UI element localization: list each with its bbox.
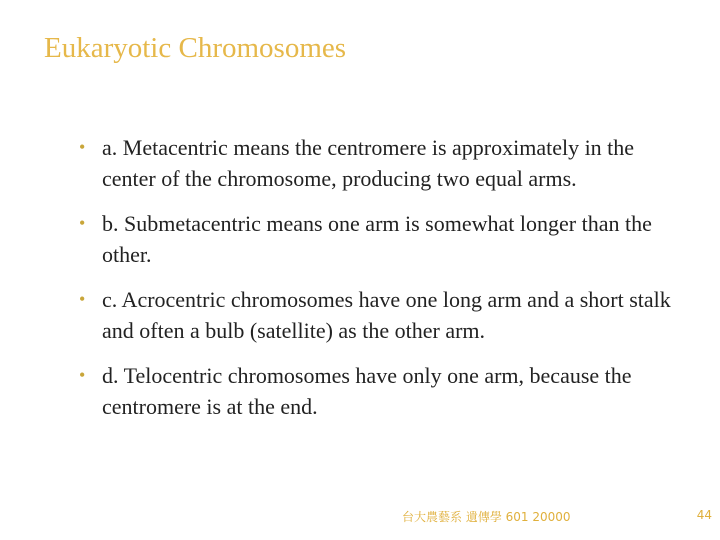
bullet-text: b. Submetacentric means one arm is somewhat longer than the other. (102, 211, 652, 267)
bullet-item-submetacentric (79, 208, 679, 270)
bullet-marker-icon: • (79, 213, 86, 233)
bullet-text: c. Acrocentric chromosomes have one long arm and a short stalk and often a bulb (satellite) as the other arm. (102, 287, 671, 343)
page-number: 44 (696, 508, 712, 522)
bullet-list (79, 132, 679, 436)
bullet-marker-icon: • (79, 137, 86, 157)
bullet-text: a. Metacentric means the centromere is approximately in the center of the chromosome, producing two equal arms. (102, 135, 635, 191)
slide-title: Eukaryotic Chromosomes (44, 32, 347, 64)
bullet-item-acrocentric (79, 284, 679, 346)
bullet-marker-icon: • (79, 289, 86, 309)
bullet-item-telocentric (79, 360, 679, 422)
footer-text: 台大農藝系 遺傳學 601 20000 (402, 510, 571, 524)
bullet-text: d. Telocentric chromosomes have only one arm, because the centromere is at the end. (102, 363, 632, 419)
bullet-item-metacentric (79, 132, 679, 194)
bullet-marker-icon: • (79, 365, 86, 385)
